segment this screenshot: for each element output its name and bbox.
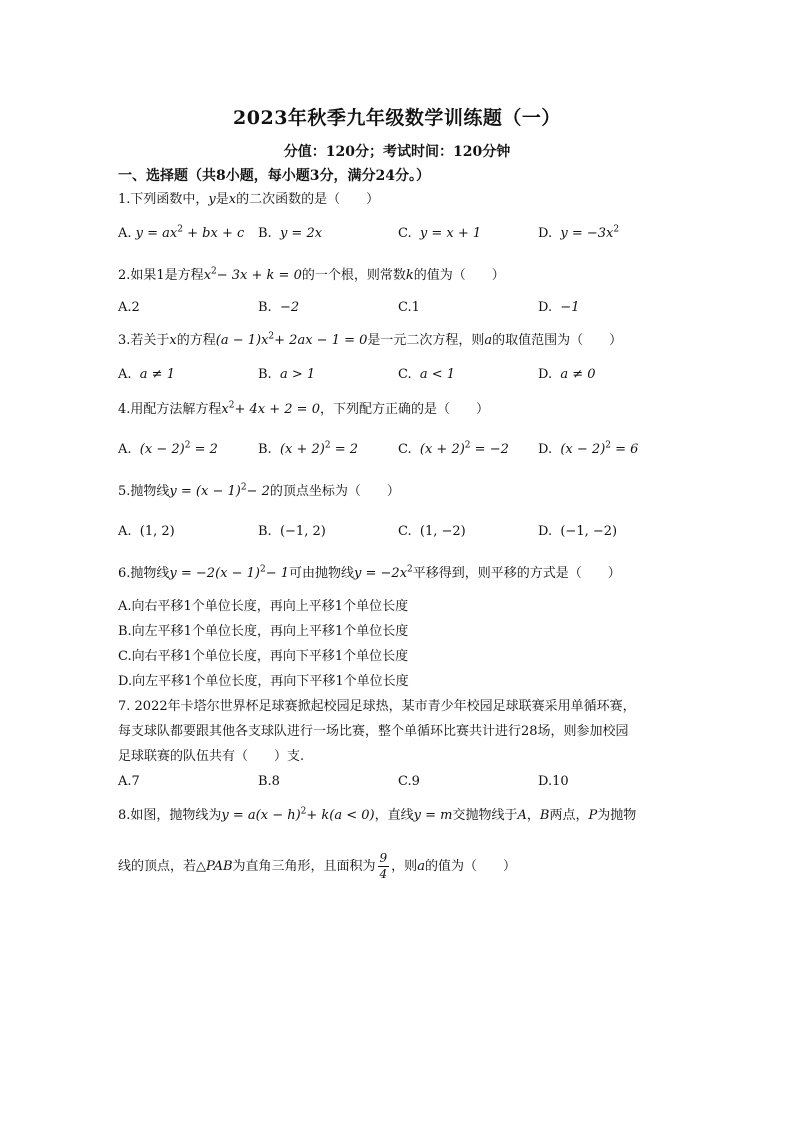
q6-math: y = −2(x − 1) — [169, 566, 260, 581]
option-letter: A. — [118, 442, 132, 457]
q3-text: 是一元二次方程，则 — [367, 333, 485, 348]
option-math: a ≠ 0 — [560, 367, 596, 382]
option-math: a > 1 — [279, 367, 316, 382]
q5-text: 的顶点坐标为（ ） — [269, 484, 400, 499]
fraction-numerator: 9 — [379, 851, 388, 865]
q4-text: 4.用配方法解方程 — [118, 402, 222, 417]
option-math: (x − 2) — [139, 442, 185, 457]
q8-text: 为抛物 — [597, 808, 637, 823]
option-math: y = ax — [135, 226, 178, 241]
question-4-stem: 4.用配方法解方程$x^2+ 4x + 2 = 0$，下列配方正确的是（ ） — [118, 400, 489, 417]
q3-math: (a − 1)x — [215, 333, 269, 348]
option-math: −1 — [560, 300, 580, 315]
q2-math: − 3x + k = 0 — [216, 268, 302, 283]
question-3-stem: 3.若关于x的方程$(a - 1)x^2+ 2ax - 1 = 0$是一元二次方程，则a的取值范围为（ ） — [118, 331, 623, 348]
q6-option-d: D.向左平移1个单位长度，再向下平移1个单位长度 — [118, 674, 409, 689]
q8-text: ，则 — [391, 859, 418, 874]
option-letter: B. — [258, 442, 272, 457]
q8-var-a: a — [417, 859, 425, 874]
option-math: = 2 — [194, 442, 218, 457]
q8-fraction — [378, 851, 390, 882]
q6-text: 平移得到，则平移的方式是（ ） — [412, 566, 621, 581]
option-math: + bx + c — [187, 226, 245, 241]
q4-option-b: B. $(x + 2)^2 = 2$ — [258, 440, 359, 457]
option-letter: B. — [258, 226, 272, 241]
q2-option-c: C.1 — [398, 300, 420, 315]
q2-math: x — [203, 268, 212, 283]
q6-text: 6.抛物线 — [118, 566, 170, 581]
option-letter: D. — [538, 367, 553, 382]
option-math: (x + 2) — [279, 442, 325, 457]
q5-math: y = (x − 1) — [169, 484, 241, 499]
q8-text: ， — [526, 808, 540, 823]
q5-option-c — [398, 522, 466, 542]
q3-var-a: a — [484, 333, 493, 348]
option-math: (1, −2) — [419, 524, 466, 539]
option-letter: C. — [398, 524, 412, 539]
option-letter: D. — [538, 300, 553, 315]
option-letter: C. — [398, 442, 412, 457]
option-letter: C. — [398, 226, 412, 241]
q4-option-a: A. $(x - 2)^2 = 2$ — [118, 440, 218, 457]
q2-option-a: A.2 — [118, 300, 140, 315]
q8-text: 8.如图，抛物线为 — [118, 808, 222, 823]
q2-option-d — [538, 298, 580, 318]
q4-option-d: D. $(x - 2)^2 = 6$ — [538, 440, 639, 457]
option-letter: A. — [118, 367, 132, 382]
q1-option-c — [398, 224, 481, 244]
option-letter: B. — [258, 300, 272, 315]
option-math: = 6 — [615, 442, 639, 457]
q1-var-x: x — [228, 192, 237, 207]
q2-text: 的值为（ ） — [413, 268, 505, 283]
q6-option-c: C.向右平移1个单位长度，再向下平移1个单位长度 — [118, 649, 409, 664]
q1-option-b — [258, 224, 322, 244]
q8-point-p: P — [588, 808, 598, 823]
q7-option-c: C.9 — [398, 774, 420, 789]
q8-text: 为直角三角形，且面积为 — [232, 859, 376, 874]
q7-option-b: B.8 — [258, 774, 280, 789]
q2-var-k: k — [405, 268, 414, 283]
question-6-stem: 6.抛物线$y = -2(x - 1)^2- 1$可由抛物线$y = -2x^2$平移得到，则平移的方式是（ ） — [118, 564, 621, 581]
q5-option-d — [538, 522, 617, 542]
q4-option-c: C. $(x + 2)^2 = -2$ — [398, 440, 509, 457]
option-math: y = 2x — [279, 226, 323, 241]
question-8-line-1: 8.如图，抛物线为$y = a(x - h)^2+ k(a < 0)$，直线y = m交抛物线于A，B两点，P为抛物 — [118, 806, 637, 823]
option-math: = 2 — [334, 442, 359, 457]
option-math: a < 1 — [419, 367, 456, 382]
question-8-line-2 — [118, 850, 516, 884]
q8-text: 两点， — [549, 808, 589, 823]
question-7-line-2: 每支球队都要跟其他各支球队进行一场比赛，整个单循环比赛共计进行28场，则参加校园 — [118, 724, 629, 739]
q3-text: 3.若关于 — [118, 333, 170, 348]
q7-option-a: A.7 — [118, 774, 140, 789]
q1-text: 是 — [215, 192, 229, 207]
q6-option-b: B.向左平移1个单位长度，再向上平移1个单位长度 — [118, 624, 409, 639]
q2-text: 的一个根，则常数 — [301, 268, 406, 283]
q3-math: + 2ax − 1 = 0 — [274, 333, 368, 348]
q8-math: y = a(x − h) — [221, 808, 301, 823]
option-letter: B. — [258, 367, 272, 382]
page-title: 2023年秋季九年级数学训练题（一） — [233, 107, 561, 129]
q8-text: 线的顶点，若 — [118, 859, 197, 874]
q2-text: 2.如果1是方程 — [118, 268, 204, 283]
option-letter: A. — [118, 226, 132, 241]
q3-text: 的取值范围为（ ） — [492, 333, 623, 348]
option-letter: C. — [398, 367, 412, 382]
option-math: −2 — [279, 300, 300, 315]
option-letter: A. — [118, 524, 132, 539]
q1-option-a: A. $y = ax^2$ + bx + c — [118, 224, 245, 241]
q1-option-d: D. $y = -3x^2$ — [538, 224, 620, 241]
q3-text: 的方程 — [176, 333, 216, 348]
option-math: (x + 2) — [419, 442, 465, 457]
option-math: (−1, −2) — [560, 524, 618, 539]
q5-option-b — [258, 522, 326, 542]
q1-text: 的二次函数的是（ ） — [236, 192, 380, 207]
q8-math: + k(a < 0) — [306, 808, 375, 823]
q6-math: y = −2x — [354, 566, 408, 581]
q5-text: 5.抛物线 — [118, 484, 170, 499]
option-math: (x − 2) — [560, 442, 606, 457]
q4-math: + 4x + 2 = 0 — [234, 402, 320, 417]
q4-text: ，下列配方正确的是（ ） — [319, 402, 489, 417]
option-letter: D. — [538, 226, 553, 241]
question-7-line-3: 足球联赛的队伍共有（ ）支. — [118, 749, 305, 764]
q6-math: − 1 — [265, 566, 290, 581]
q3-option-b — [258, 365, 315, 385]
option-math: y = x + 1 — [419, 226, 482, 241]
q8-point-a: A — [517, 808, 527, 823]
question-2-stem: 2.如果1是方程$x^2- 3x + k = 0$的一个根，则常数k的值为（ ） — [118, 266, 505, 283]
q4-math: x — [221, 402, 229, 417]
q7-option-d: D.10 — [538, 774, 569, 789]
option-math: (−1, 2) — [279, 524, 326, 539]
q3-var-x: x — [169, 333, 177, 348]
exam-info: 分值：120分；考试时间：120分钟 — [283, 144, 511, 160]
q3-option-d — [538, 365, 596, 385]
option-math: (1, 2) — [139, 524, 175, 539]
q8-math: y = m — [413, 808, 453, 823]
q3-option-c — [398, 365, 455, 385]
q5-math: − 2 — [246, 484, 270, 499]
option-math: y = −3x — [560, 226, 614, 241]
q3-option-a — [118, 365, 175, 385]
section-heading: 一、选择题（共8小题，每小题3分，满分24分。） — [118, 168, 430, 184]
q8-text: 的值为（ ） — [424, 859, 516, 874]
option-math: a ≠ 1 — [139, 367, 175, 382]
question-5-stem: 5.抛物线$y = (x - 1)^2- 2$的顶点坐标为（ ） — [118, 482, 400, 499]
option-letter: B. — [258, 524, 272, 539]
q8-triangle: △PAB — [196, 859, 233, 874]
option-math: = −2 — [474, 442, 509, 457]
question-7-line-1: 7. 2022年卡塔尔世界杯足球赛掀起校园足球热，某市青少年校园足球联赛采用单循环赛， — [118, 699, 636, 714]
q8-text: ，直线 — [374, 808, 414, 823]
q5-option-a — [118, 522, 175, 542]
q1-text: 1.下列函数中， — [118, 192, 209, 207]
option-letter: D. — [538, 442, 553, 457]
q6-text: 可由抛物线 — [289, 566, 355, 581]
q8-text: 交抛物线于 — [452, 808, 518, 823]
question-1-stem — [118, 190, 379, 210]
q8-point-b: B — [539, 808, 550, 823]
fraction-denominator: 4 — [379, 867, 388, 881]
q6-option-a: A.向右平移1个单位长度，再向上平移1个单位长度 — [118, 599, 409, 614]
q1-var-y: y — [208, 192, 216, 207]
q2-option-b — [258, 298, 299, 318]
option-letter: D. — [538, 524, 553, 539]
